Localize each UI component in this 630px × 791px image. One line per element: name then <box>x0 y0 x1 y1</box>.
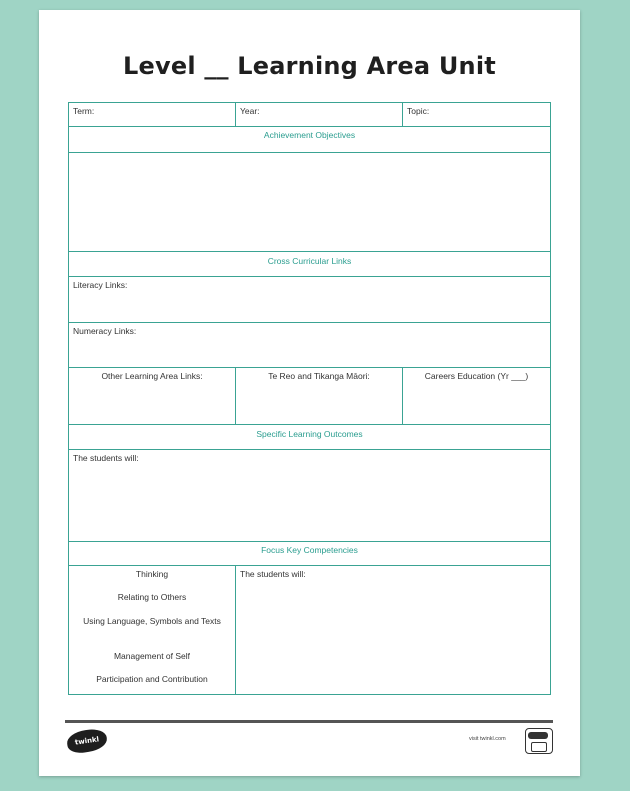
numeracy-links-cell <box>68 322 551 368</box>
competency-item: Thinking <box>135 569 169 579</box>
careers-label: Careers Education (Yr ___) <box>424 371 529 381</box>
competencies-notes-cell <box>235 565 551 695</box>
printer-icon <box>525 728 553 754</box>
literacy-links-label: Literacy Links: <box>73 280 128 290</box>
year-label: Year: <box>240 106 260 116</box>
specific-learning-outcomes-body <box>68 449 551 542</box>
cross-curricular-heading: Cross Curricular Links <box>267 256 352 266</box>
year-cell <box>235 102 403 127</box>
students-will-label-1: The students will: <box>73 453 139 463</box>
achievement-objectives-heading: Achievement Objectives <box>263 130 356 140</box>
competency-item: Participation and Contribution <box>96 674 208 684</box>
document-page <box>39 10 580 776</box>
achievement-objectives-body <box>68 152 551 252</box>
focus-key-competencies-heading: Focus Key Competencies <box>261 545 358 555</box>
specific-learning-outcomes-heading: Specific Learning Outcomes <box>256 429 363 439</box>
competency-item: Management of Self <box>113 651 191 661</box>
term-label: Term: <box>73 106 95 116</box>
competency-item: Relating to Others <box>117 592 187 602</box>
literacy-links-cell <box>68 276 551 323</box>
other-learning-area-label: Other Learning Area Links: <box>101 371 203 381</box>
competency-item: Using Language, Symbols and Texts <box>83 616 221 626</box>
twinkl-logo: twinkl <box>66 727 109 754</box>
footer-url: visit twinkl.com <box>469 736 506 742</box>
footer-divider <box>65 720 553 723</box>
topic-label: Topic: <box>407 106 430 116</box>
page-title: Level __ Learning Area Unit <box>123 52 496 80</box>
numeracy-links-label: Numeracy Links: <box>73 326 137 336</box>
students-will-label-2: The students will: <box>240 569 306 579</box>
te-reo-label: Te Reo and Tikanga Māori: <box>268 371 370 381</box>
